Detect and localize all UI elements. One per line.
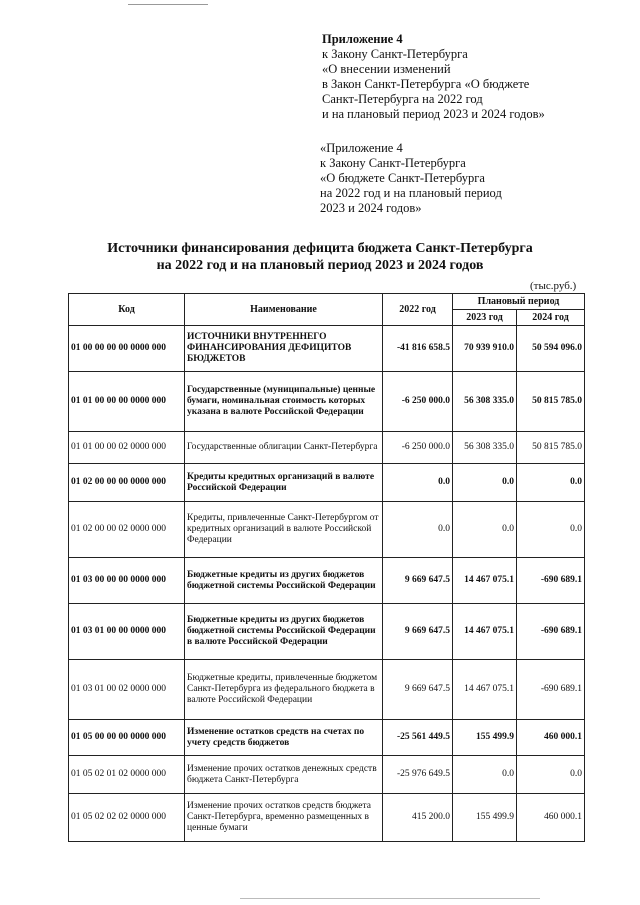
table-row — [69, 720, 585, 756]
row-value-2024: 0.0 — [517, 756, 585, 794]
row-code: 01 03 01 00 00 0000 000 — [69, 604, 185, 660]
row-code: 01 01 00 00 02 0000 000 — [69, 432, 185, 464]
table-row — [69, 756, 585, 794]
row-value-2022: -6 250 000.0 — [383, 372, 453, 432]
appendix2-line: 2023 и 2024 годов» — [320, 201, 422, 215]
row-value-2023: 0.0 — [453, 756, 517, 794]
row-value-2024: 50 815 785.0 — [517, 432, 585, 464]
row-value-2022: -41 816 658.5 — [383, 326, 453, 372]
row-value-2023: 0.0 — [453, 464, 517, 502]
row-code: 01 05 00 00 00 0000 000 — [69, 720, 185, 756]
row-name: Изменение прочих остатков средств бюджета Санкт-Петербурга, временно размещенных в ценные бумаги — [185, 794, 383, 842]
row-name: Изменение прочих остатков денежных средств бюджета Санкт-Петербурга — [185, 756, 383, 794]
row-name: Бюджетные кредиты из других бюджетов бюджетной системы Российской Федерации — [185, 558, 383, 604]
table-row — [69, 794, 585, 842]
table-row — [69, 502, 585, 558]
row-name: Кредиты кредитных организаций в валюте Российской Федерации — [185, 464, 383, 502]
header-planned-period: Плановый период — [453, 294, 585, 310]
row-code: 01 05 02 02 02 0000 000 — [69, 794, 185, 842]
header-code: Код — [69, 294, 185, 326]
appendix-line: «О внесении изменений — [322, 62, 451, 76]
table-row — [69, 464, 585, 502]
row-code: 01 05 02 01 02 0000 000 — [69, 756, 185, 794]
row-value-2023: 0.0 — [453, 502, 517, 558]
row-name: Государственные облигации Санкт-Петербурга — [185, 432, 383, 464]
row-value-2022: 415 200.0 — [383, 794, 453, 842]
appendix-line: Санкт-Петербурга на 2022 год — [322, 92, 483, 106]
row-value-2022: -25 976 649.5 — [383, 756, 453, 794]
row-value-2022: 0.0 — [383, 502, 453, 558]
row-code: 01 00 00 00 00 0000 000 — [69, 326, 185, 372]
row-code: 01 01 00 00 00 0000 000 — [69, 372, 185, 432]
header-2024: 2024 год — [517, 310, 585, 326]
row-code: 01 02 00 00 00 0000 000 — [69, 464, 185, 502]
row-code: 01 03 00 00 00 0000 000 — [69, 558, 185, 604]
appendix-line: к Закону Санкт-Петербурга — [322, 47, 468, 61]
bottom-divider — [240, 898, 540, 899]
table-header-row — [69, 294, 585, 310]
row-value-2024: -690 689.1 — [517, 604, 585, 660]
table-row — [69, 558, 585, 604]
table-row — [69, 326, 585, 372]
row-value-2023: 56 308 335.0 — [453, 372, 517, 432]
row-value-2023: 14 467 075.1 — [453, 558, 517, 604]
row-value-2024: 50 815 785.0 — [517, 372, 585, 432]
row-value-2024: 460 000.1 — [517, 720, 585, 756]
row-value-2022: 0.0 — [383, 464, 453, 502]
appendix-header — [322, 32, 622, 122]
row-value-2023: 14 467 075.1 — [453, 660, 517, 720]
appendix-original-header — [320, 141, 620, 216]
appendix2-line: к Закону Санкт-Петербурга — [320, 156, 466, 170]
row-value-2022: 9 669 647.5 — [383, 558, 453, 604]
appendix2-line: «Приложение 4 — [320, 141, 403, 155]
budget-table — [68, 293, 585, 842]
table-row — [69, 432, 585, 464]
row-name: Изменение остатков средств на счетах по учету средств бюджетов — [185, 720, 383, 756]
appendix2-line: «О бюджете Санкт-Петербурга — [320, 171, 485, 185]
row-value-2024: -690 689.1 — [517, 660, 585, 720]
row-value-2024: 0.0 — [517, 502, 585, 558]
row-value-2024: 50 594 096.0 — [517, 326, 585, 372]
row-value-2023: 56 308 335.0 — [453, 432, 517, 464]
appendix-line: в Закон Санкт-Петербурга «О бюджете — [322, 77, 530, 91]
row-value-2022: -25 561 449.5 — [383, 720, 453, 756]
row-name: Государственные (муниципальные) ценные бумаги, номинальная стоимость которых указана в валюте Российской Федерации — [185, 372, 383, 432]
header-name: Наименование — [185, 294, 383, 326]
row-value-2024: 460 000.1 — [517, 794, 585, 842]
row-code: 01 03 01 00 02 0000 000 — [69, 660, 185, 720]
appendix2-line: на 2022 год и на плановый период — [320, 186, 502, 200]
header-2023: 2023 год — [453, 310, 517, 326]
unit-label: (тыс.руб.) — [530, 280, 577, 292]
row-value-2023: 155 499.9 — [453, 794, 517, 842]
row-name: Кредиты, привлеченные Санкт-Петербургом от кредитных организаций в валюте Российской Федерации — [185, 502, 383, 558]
row-value-2022: 9 669 647.5 — [383, 604, 453, 660]
row-value-2022: -6 250 000.0 — [383, 432, 453, 464]
row-value-2022: 9 669 647.5 — [383, 660, 453, 720]
appendix-line: Приложение 4 — [322, 32, 403, 46]
table-row — [69, 604, 585, 660]
table-row — [69, 660, 585, 720]
row-value-2023: 14 467 075.1 — [453, 604, 517, 660]
row-name: ИСТОЧНИКИ ВНУТРЕННЕГО ФИНАНСИРОВАНИЯ ДЕФИЦИТОВ БЮДЖЕТОВ — [185, 326, 383, 372]
row-value-2023: 70 939 910.0 — [453, 326, 517, 372]
row-value-2023: 155 499.9 — [453, 720, 517, 756]
appendix-line: и на плановый период 2023 и 2024 годов» — [322, 107, 545, 121]
row-value-2024: -690 689.1 — [517, 558, 585, 604]
row-name: Бюджетные кредиты, привлеченные бюджетом Санкт-Петербурга из федерального бюджета в валюте Российской Федерации — [185, 660, 383, 720]
document-title — [60, 240, 580, 274]
top-divider — [128, 4, 208, 5]
title-line-2: на 2022 год и на плановый период 2023 и 2024 годов — [156, 258, 484, 273]
table-row — [69, 372, 585, 432]
header-2022: 2022 год — [383, 294, 453, 326]
row-value-2024: 0.0 — [517, 464, 585, 502]
title-line-1: Источники финансирования дефицита бюджета Санкт-Петербурга — [107, 241, 533, 256]
row-code: 01 02 00 00 02 0000 000 — [69, 502, 185, 558]
row-name: Бюджетные кредиты из других бюджетов бюджетной системы Российской Федерации в валюте Российской Федерации — [185, 604, 383, 660]
